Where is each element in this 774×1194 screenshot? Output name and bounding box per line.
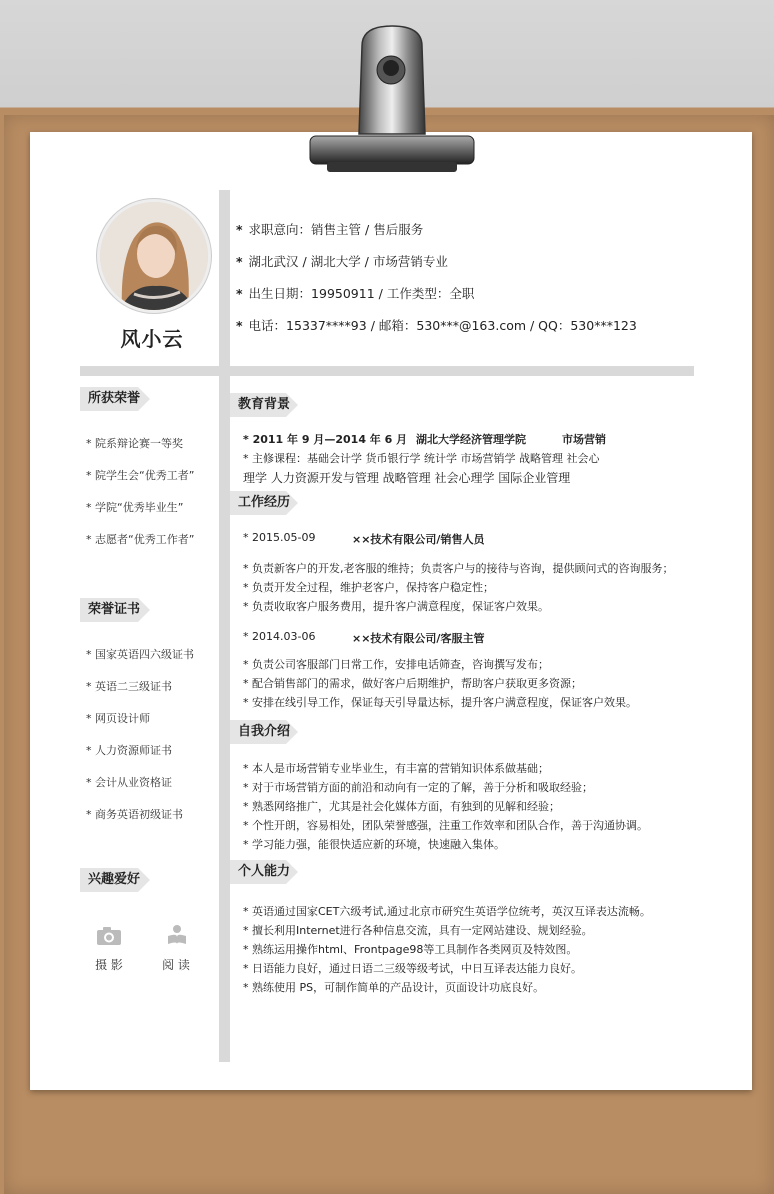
honors-heading: 所获荣誉 — [80, 387, 140, 411]
camera-icon — [96, 926, 122, 946]
candidate-name: 风小云 — [120, 327, 184, 351]
hobbies-heading: 兴趣爱好 — [80, 868, 140, 892]
education-major: 市场营销 — [562, 433, 606, 446]
skills-item: * 熟练运用操作html、Frontpage98等工具制作各类网页及特效图。 — [243, 943, 578, 956]
list-item: * 网页设计师 — [86, 712, 150, 725]
job-intention: * 求职意向：销售主管 / 售后服务 — [236, 222, 424, 237]
skills-item: * 熟练使用 PS，可制作简单的产品设计，页面设计功底良好。 — [243, 981, 545, 994]
binder-clip-icon — [307, 24, 477, 176]
certs-heading: 荣誉证书 — [80, 598, 140, 622]
education-period: * 2011 年 9 月—2014 年 6 月 — [243, 433, 408, 446]
list-item: * 商务英语初级证书 — [86, 808, 183, 821]
job-intention-text: 求职意向：销售主管 / 售后服务 — [248, 222, 424, 237]
job-2-duty: * 配合销售部门的需求，做好客户后期维护，帮助客户获取更多资源； — [243, 677, 582, 690]
job-1-date: * 2015.05-09 — [243, 531, 316, 544]
job-2-duty: * 负责公司客服部门日常工作，安排电话筛查，咨询撰写发布； — [243, 658, 549, 671]
job-2-company: ××技术有限公司/客服主管 — [352, 632, 485, 645]
contact-info: * 电话：15337****93 / 邮箱：530***@163.com / QQ：530***123 — [236, 318, 637, 333]
list-item: * 国家英语四六级证书 — [86, 648, 194, 661]
self-intro-item: * 对于市场营销方面的前沿和动向有一定的了解，善于分析和吸取经验； — [243, 781, 593, 794]
list-item: * 学院“优秀毕业生” — [86, 501, 184, 514]
job-2-duty: * 安排在线引导工作，保证每天引导量达标，提升客户满意程度，保证客户效果。 — [243, 696, 637, 709]
self-intro-item: * 熟悉网络推广，尤其是社会化媒体方面，有独到的见解和经验； — [243, 800, 560, 813]
work-heading: 工作经历 — [230, 491, 290, 515]
list-item: * 院系辩论赛一等奖 — [86, 437, 183, 450]
reading-icon — [165, 923, 189, 947]
portrait-image — [100, 202, 208, 310]
skills-item: * 擅长利用Internet进行各种信息交流，具有一定网站建设、规划经验。 — [243, 924, 593, 937]
hobby-photography-label: 摄 影 — [95, 958, 123, 972]
location-education: * 湖北武汉 / 湖北大学 / 市场营销专业 — [236, 254, 448, 269]
avatar — [97, 199, 211, 313]
job-1-duty: * 负责收取客户服务费用，提升客户满意程度，保证客户效果。 — [243, 600, 549, 613]
education-school: 湖北大学经济管理学院 — [416, 433, 526, 446]
hobby-reading-label: 阅 读 — [162, 958, 190, 972]
education-courses: * 主修课程：基础会计学 货币银行学 统计学 市场营销学 战略管理 社会心 — [243, 452, 600, 465]
education-courses-cont: 理学 人力资源开发与管理 战略管理 社会心理学 国际企业管理 — [243, 471, 571, 485]
job-2-date: * 2014.03-06 — [243, 630, 316, 643]
contact-text: 电话：15337****93 / 邮箱：530***@163.com / QQ：530***123 — [248, 318, 637, 333]
self-intro-item: * 学习能力强，能很快适应新的环境，快速融入集体。 — [243, 838, 505, 851]
list-item: * 英语二三级证书 — [86, 680, 172, 693]
list-item: * 会计从业资格证 — [86, 776, 172, 789]
list-item: * 人力资源师证书 — [86, 744, 172, 757]
self-intro-item: * 个性开朗，容易相处，团队荣誉感强，注重工作效率和团队合作，善于沟通协调。 — [243, 819, 648, 832]
horizontal-divider — [80, 366, 694, 376]
self-intro-item: * 本人是市场营销专业毕业生，有丰富的营销知识体系做基础； — [243, 762, 549, 775]
location-text: 湖北武汉 / 湖北大学 / 市场营销专业 — [248, 254, 448, 269]
education-heading: 教育背景 — [230, 393, 290, 417]
list-item: * 院学生会“优秀工者” — [86, 469, 195, 482]
birth-date: * 出生日期：19950911 / 工作类型：全职 — [236, 286, 475, 301]
skills-item: * 日语能力良好，通过日语二三级等级考试，中日互译表达能力良好。 — [243, 962, 582, 975]
job-1-duty: * 负责开发全过程，维护老客户，保持客户稳定性； — [243, 581, 494, 594]
list-item: * 志愿者“优秀工作者” — [86, 533, 195, 546]
job-1-duty: * 负责新客户的开发,老客服的维持；负责客户与的接待与咨询，提供顾问式的咨询服务； — [243, 562, 674, 575]
skills-heading: 个人能力 — [230, 860, 290, 884]
skills-item: * 英语通过国家CET六级考试,通过北京市研究生英语学位统考，英汉互译表达流畅。 — [243, 905, 651, 918]
self-intro-heading: 自我介绍 — [230, 720, 290, 744]
job-1-company: ××技术有限公司/销售人员 — [352, 533, 485, 546]
vertical-divider — [219, 190, 230, 1062]
birth-text: 出生日期：19950911 / 工作类型：全职 — [248, 286, 475, 301]
